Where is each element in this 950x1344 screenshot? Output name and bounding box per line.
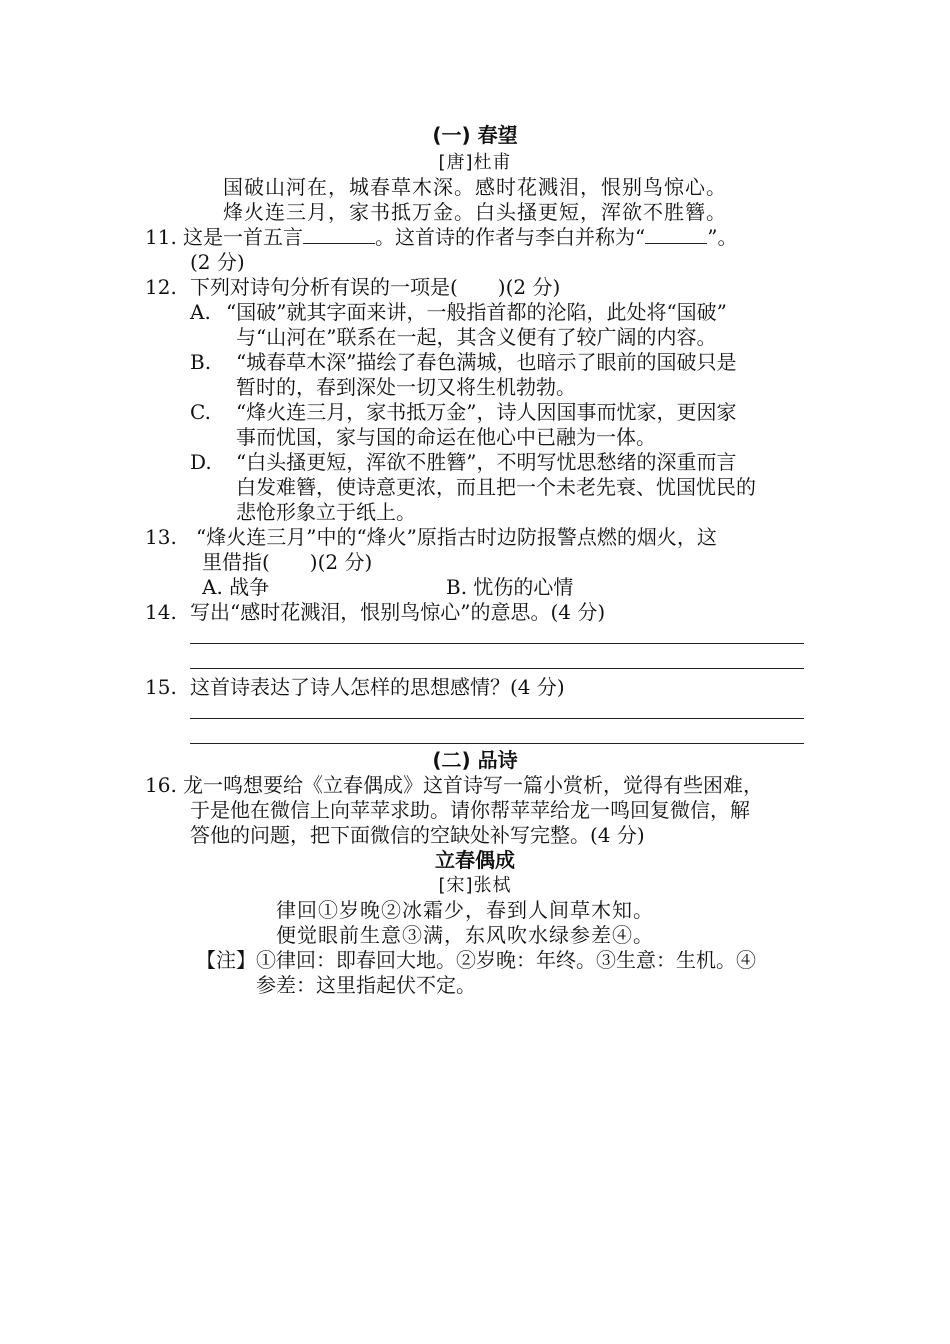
note-label: 【注】 [196,948,256,972]
option-text: 暂时的，春到深处一切又将生机勃勃。 [236,375,576,399]
question-score: (2 分) [190,250,245,274]
option-text: “烽火连三月，家书抵万金”，诗人因国事而忧家，更因家 [236,400,737,424]
question-stem: “烽火连三月”中的“烽火”原指古时边防报警点燃的烟火，这 [196,525,717,549]
poem-line: 国破山河在，城春草木深。感时花溅泪，恨别鸟惊心。 [223,175,727,199]
option-label: C. [190,400,211,424]
option-label: A. [190,300,211,324]
poem-line: 律回①岁晚②冰霜少，春到人间草木知。 [276,898,654,922]
option-text: “白头搔更短，浑欲不胜簪”，不明写忧思愁绪的深重而言 [236,450,737,474]
option-text: 与“山河在”联系在一起，其含义便有了较广阔的内容。 [236,325,717,349]
option-text: “国破”就其字面来讲，一般指首都的沦陷，此处将“国破” [226,300,727,324]
answer-blank[interactable] [645,225,707,244]
note-text: 参差：这里指起伏不定。 [256,973,476,997]
question-stem: 龙一鸣想要给《立春偶成》这首诗写一篇小赏析，觉得有些困难， [183,773,763,797]
question-stem: 写出“感时花溅泪，恨别鸟惊心”的意思。(4 分) [190,600,606,624]
question-text-part: ”。 [707,225,738,249]
answer-line[interactable] [190,668,804,669]
question-number: 16. [145,773,177,797]
option-label: B. [190,350,212,374]
poem-line: 烽火连三月，家书抵万金。白头搔更短，浑欲不胜簪。 [223,200,727,224]
option-text: 事而忧国，家与国的命运在他心中已融为一体。 [236,425,656,449]
question-number: 14. [145,600,177,624]
option-text: “城春草木深”描绘了春色满城，也暗示了眼前的国破只是 [236,350,737,374]
poem-author: [宋]张栻 [438,875,512,896]
question-number: 12. [145,275,177,299]
question-stem: 于是他在微信上向苹苹求助。请你帮苹苹给龙一鸣回复微信，解 [190,798,750,822]
answer-line[interactable] [190,643,804,644]
option-text: 悲怆形象立于纸上。 [236,500,416,524]
question-number: 15. [145,675,177,699]
question-text [183,225,737,250]
question-number: 13. [145,525,177,549]
question-stem: 里借指( )(2 分) [202,550,373,574]
poem-title: 立春偶成 [435,848,515,872]
poem-line: 便觉眼前生意③满，东风吹水绿参差④。 [276,923,654,947]
poem-author: [唐]杜甫 [438,152,512,173]
option-a: A. 战争 [202,575,270,599]
option-text: 白发难簪，使诗意更浓，而且把一个未老先衰、忧国忧民的 [236,475,756,499]
question-stem: 下列对诗句分析有误的一项是( )(2 分) [190,275,561,299]
option-b: B. 忧伤的心情 [446,575,574,599]
question-number: 11. [145,225,177,249]
question-text-part: 这是一首五言 [183,225,303,249]
answer-line[interactable] [190,743,804,744]
section-heading: (一) 春望 [432,123,518,147]
option-label: D. [190,450,212,474]
answer-line[interactable] [190,718,804,719]
question-text-part: 。这首诗的作者与李白并称为“ [375,225,646,249]
note-text: ①律回：即春回大地。②岁晚：年终。③生意：生机。④ [256,948,756,972]
question-stem: 这首诗表达了诗人怎样的思想感情？(4 分) [190,675,565,699]
answer-blank[interactable] [303,225,375,244]
section-heading: (二) 品诗 [432,748,518,772]
question-stem: 答他的问题，把下面微信的空缺处补写完整。(4 分) [190,823,645,847]
